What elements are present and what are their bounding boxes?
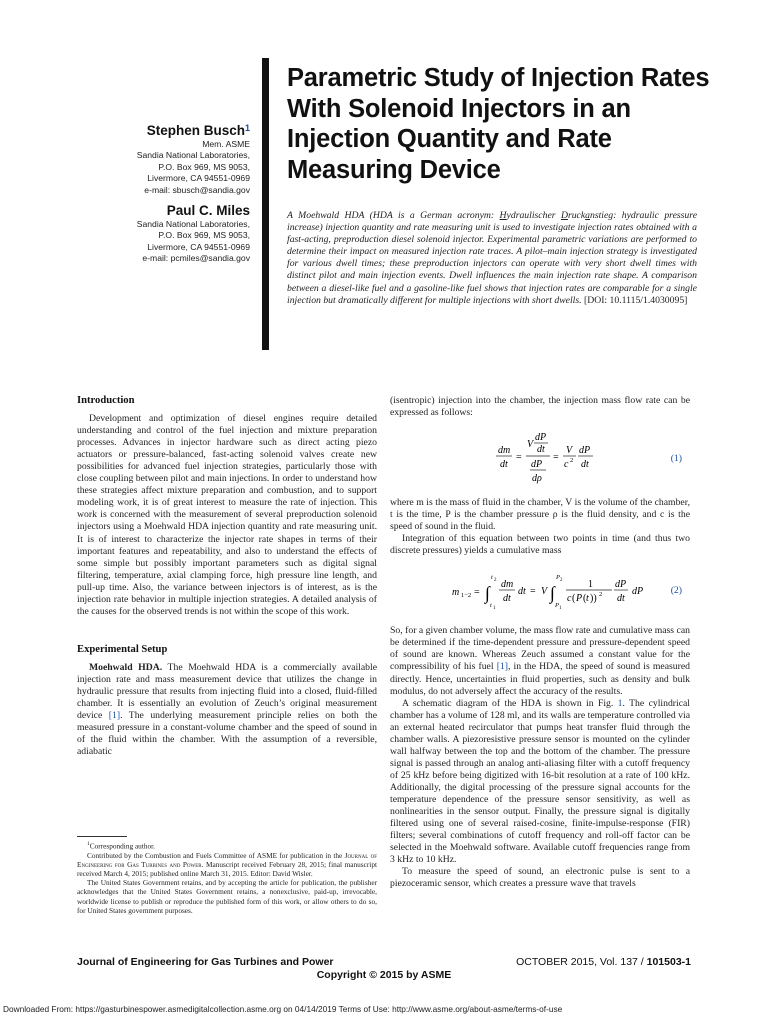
svg-text:1: 1 <box>588 579 593 591</box>
svg-text:V: V <box>541 586 548 598</box>
svg-text:c: c <box>567 593 572 605</box>
svg-text:2: 2 <box>570 457 574 465</box>
left-column <box>77 395 377 758</box>
svg-text:(: ( <box>572 593 576 605</box>
svg-text:t: t <box>490 602 492 610</box>
footnote-rule <box>77 836 127 837</box>
footnotes <box>77 840 377 915</box>
corresponding-author-marker[interactable]: 1 <box>244 123 250 133</box>
body-paragraph: A schematic diagram of the HDA is shown in Fig. 1. The cylindrical chamber has a volume of 128 ml, and its walls are temperature controlled via an external heated recirculator that pumps heat transfer fluid through the chamber walls. A piezoresistive pressure sensor is mounted on the cylinder wall halfway between the top and the bottom of the chamber. The pressure signal is passed through an analog anti-aliasing filter with a cutoff frequency of 25 kHz before being digitized with 16-bit resolution at a rate of 100 kHz. Additionally, the digital processing of the pressure signal accounts for the temperature dependence of the pressure sensor sensitivity, as well as nonlinearities in the sensor output. Finally, the pressure signal is digitally filtered using one of several raised-cosine, finite-impulse-response (FIR) filters; several combinations of cutoff frequency and roll-off factor can be selected in the Moehwald software. Available cutoff frequencies range from 3 kHz to 10 kHz. <box>390 697 690 866</box>
svg-text:=: = <box>553 452 559 464</box>
footer-copyright: Copyright © 2015 by ASME <box>316 969 452 981</box>
svg-text:2: 2 <box>560 578 563 584</box>
introduction-paragraph: Development and optimization of diesel engines require detailed understanding and control of the fuel injection and mixture preparation processes. Advances in injector hardware such as direct acting piezo actuators or pressure-balanced, fast-acting solenoid valves create new possibilities for advanced fuel injection strategies, particularly those with close coupling between pilot and main injections. In order to understand how these strategies affect mixture preparation and combustion, and to support modeling work, it is of great interest to measure the rate of injection. This work is concerned with the measurement of several preproduction solenoid injectors using a Moehwald HDA injection quantity and rate measuring unit. It is of interest to characterize the injector rate shapes in terms of their important features and repeatability, and also to understand the effects of some simple but possibly important parameters such as digital signal filtering, temperature, axial clamping force, high pressure line length, and pull-up time. Also, the variance between injectors is of interest, as is the injection rate behavior in multiple injection strategies. A detailed analysis of the causes for the observed trends is not within the scope of this work. <box>77 413 377 617</box>
doi-link[interactable]: [DOI: 10.1115/1.4030095] <box>583 294 688 306</box>
body-paragraph: Integration of this equation between two points in time (and thus two discrete pressures) yields a cumulative mass <box>390 533 690 557</box>
svg-text:2: 2 <box>599 591 603 599</box>
svg-text:m: m <box>452 587 460 599</box>
svg-text:dt: dt <box>518 586 526 598</box>
abstract: A Moehwald HDA (HDA is a German acronym: Hydraulischer Druckanstieg: hydraulic pressure increase) injection quantity and rate measuring unit is used to investigate injection rates obtained with a fast-acting, preproduction diesel solenoid injector. Experimental parametric variations are performed to determine their impact on measured injection rate traces. A pilot–main injection strategy is investigated for various dwell times; these preproduction injectors can operate with very short dwell times with distinct pilot and main injection events. Dwell influences the main injection rate shape. A comparison between a diesel-like fuel and a gasoline-like fuel shows that injection rates are comparable for a single injection but dramatically different for multiple injections with short dwells. [DOI: 10.1115/1.4030095] <box>287 210 697 306</box>
author-affiliation-1: Mem. ASME Sandia National Laboratories, P.O. Box 969, MS 9053, Livermore, CA 94551-0969 e-mail: sbusch@sandia.gov <box>100 139 250 196</box>
paper-title: Parametric Study of Injection Rates With Solenoid Injectors in an Injection Quantity and Rate Measuring Device <box>287 64 710 184</box>
svg-text:dm: dm <box>498 445 511 457</box>
svg-text:dm: dm <box>501 579 514 591</box>
equation-number-1[interactable]: (1) <box>670 453 682 465</box>
svg-text:=: = <box>516 452 522 464</box>
svg-text:V: V <box>566 445 573 457</box>
svg-text:P: P <box>556 574 560 582</box>
author-name-1: Stephen Busch$^1$ <box>146 123 250 138</box>
svg-text:P: P <box>555 602 559 610</box>
svg-text:dt: dt <box>617 593 625 605</box>
author-name-2: Paul C. Miles <box>166 203 250 219</box>
svg-text:=: = <box>474 587 480 599</box>
svg-text:dP: dP <box>632 586 644 598</box>
svg-text:2: 2 <box>494 578 497 584</box>
author-block <box>100 122 250 265</box>
svg-text:dρ: dρ <box>532 473 542 485</box>
footnote-1: $^1$Corresponding author. <box>87 841 156 851</box>
equation-2 <box>390 565 690 617</box>
figure-link[interactable]: 1 <box>617 697 623 709</box>
svg-text:P: P <box>576 593 583 605</box>
section-heading-introduction: Introduction <box>77 395 135 406</box>
page-number: 101503-1 <box>646 956 691 968</box>
body-paragraph: (isentropic) injection into the chamber, the injection mass flow rate can be expressed as follows: <box>390 395 690 419</box>
footer-journal-name: Journal of Engineering for Gas Turbines and Power <box>77 956 334 968</box>
section-heading-experimental-setup: Experimental Setup <box>77 643 168 655</box>
svg-text:1−2: 1−2 <box>461 592 472 600</box>
svg-text:∫: ∫ <box>550 583 555 604</box>
svg-text:dt: dt <box>581 459 589 471</box>
svg-text:V: V <box>527 439 534 451</box>
svg-text:c: c <box>564 459 569 471</box>
svg-text:(: ( <box>583 593 587 605</box>
svg-text:dP: dP <box>531 459 543 471</box>
svg-text:t: t <box>491 574 493 582</box>
svg-text:dP: dP <box>579 445 591 457</box>
svg-text:dt: dt <box>500 459 508 471</box>
svg-text:t: t <box>586 593 589 605</box>
svg-text:dt: dt <box>537 444 545 456</box>
citation-link[interactable]: [1] <box>496 661 508 673</box>
svg-text:dP: dP <box>615 579 627 591</box>
setup-paragraph: Moehwald HDA. The Moehwald HDA is a commercially available injection rate and mass measurement device that utilizes the change in hydraulic pressure that results from injecting fluid into a closed, fluid-filled chamber. It is essentially an evolution of Zeuch’s original measurement device [1]. The underlying measurement principle relies on both the measured pressure in a constant-volume chamber and the speed of sound in of the fluid within the chamber. With the assumption of a reversible, adiabatic <box>77 661 377 758</box>
svg-text:dt: dt <box>503 593 511 605</box>
equation-1-formula <box>390 427 630 489</box>
body-paragraph: where m is the mass of fluid in the chamber, V is the volume of the chamber, t is the time, P is the chamber pressure ρ is the fluid density, and c is the speed of sound in the fluid. <box>390 497 690 533</box>
equation-2-formula <box>390 565 660 617</box>
citation-link[interactable]: [1] <box>108 710 121 722</box>
right-column <box>390 395 690 890</box>
equation-number-2[interactable]: (2) <box>670 585 682 597</box>
svg-text:=: = <box>530 586 536 598</box>
author-email-1[interactable]: e-mail: sbusch@sandia.gov <box>144 184 250 195</box>
footnote-2: Contributed by the Combustion and Fuels Committee of ASME for publication in the Journal of Engineering for Gas Turbines and Power. Manuscript received February 28, 2015; final manuscript received March 4, 2015; published online March 31, 2015. Editor: David Wisler. <box>77 850 378 879</box>
body-paragraph: So, for a given chamber volume, the mass flow rate and cumulative mass can be determined if the time-dependent pressure and pressure-dependent speed of sound are known. Whereas Zeuch assumed a constant value for the compressibility of his fuel [1], in the HDA, the speed of sound is measured directly. Hence, uncertainties in fluid properties, such as density and bulk modulus, do not adversely affect the accuracy of the results. <box>390 625 691 697</box>
svg-text:)): )) <box>590 593 597 605</box>
svg-text:dP: dP <box>535 432 547 444</box>
svg-text:1: 1 <box>493 606 496 612</box>
download-notice[interactable]: Downloaded From: https://gasturbinespower.asmedigitalcollection.asme.org on 04/14/2019 Terms of Use: http://www.asme.org/about-asme/terms-of-use <box>3 1004 563 1014</box>
title-accent-bar <box>262 58 269 350</box>
author-email-2[interactable]: e-mail: pcmiles@sandia.gov <box>142 253 250 264</box>
equation-1 <box>390 427 690 489</box>
svg-text:∫: ∫ <box>485 583 490 604</box>
author-affiliation-2: Sandia National Laboratories, P.O. Box 969, MS 9053, Livermore, CA 94551-0969 e-mail: pcmiles@sandia.gov <box>100 219 250 265</box>
footer-issue-info: OCTOBER 2015, Vol. 137 / 101503-1 <box>516 956 691 968</box>
footnote-3: The United States Government retains, and by accepting the article for publication, the publisher acknowledges that the United States Government retains, a nonexclusive, paid-up, irrevocable, worldwide license to publish or reproduce the published form of this work, or allow others to do so, for United States government purposes. <box>77 878 377 915</box>
svg-text:1: 1 <box>559 606 562 612</box>
body-paragraph: To measure the speed of sound, an electronic pulse is sent to a piezoceramic sensor, which creates a pressure wave that travels <box>390 866 690 890</box>
